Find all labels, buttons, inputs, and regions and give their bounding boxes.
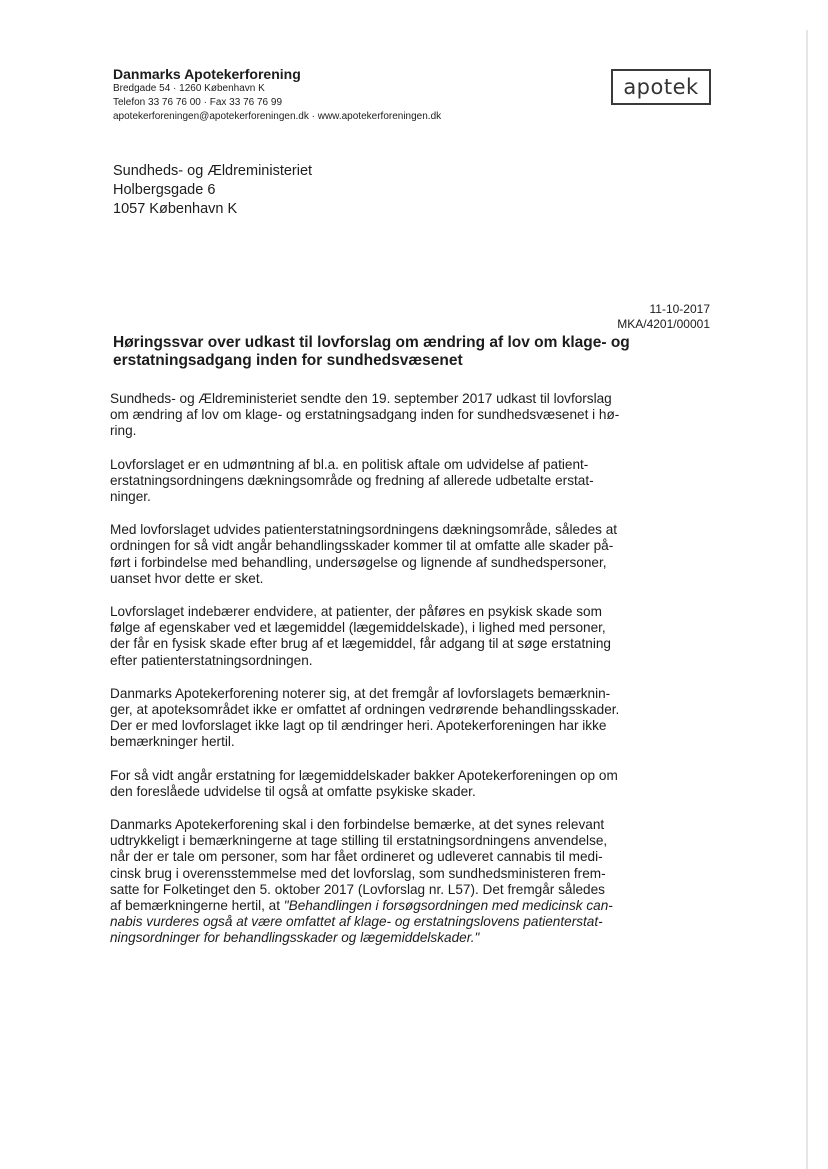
body-line: Danmarks Apotekerforening noterer sig, at det fremgår af lovforslagets bemærknin- (110, 685, 611, 701)
body-line: Danmarks Apotekerforening skal i den forbindelse bemærke, at det synes relevant (110, 817, 605, 833)
letter-meta (617, 302, 710, 332)
body-paragraph (110, 686, 710, 751)
quote-line: ningsordninger for behandlingsskader og lægemiddelskader." (110, 930, 480, 946)
subject-line: erstatningsadgang inden for sundhedsvæsenet (113, 352, 463, 369)
body-line: ger, at apoteksområdet ikke er omfattet af ordningen vedrørende behandlingsskader. (110, 702, 620, 718)
apotek-logo (611, 69, 711, 105)
body-line: udtrykkeligt i bemærkningerne at tage stilling til erstatningsordningens anvendelse, (110, 833, 608, 849)
body-line: ordningen for så vidt angår behandlingsskader kommer til at omfatte alle skader på- (110, 538, 614, 554)
sender-block (113, 66, 441, 124)
body-paragraph (110, 768, 710, 800)
body-line: uanset hvor dette er sket. (110, 570, 264, 586)
body-line: ført i forbindelse med behandling, undersøgelse og lignende af sundhedspersoner, (110, 554, 607, 570)
body-line: erstatningsordningens dækningsområde og fredning af allerede udbetalte erstat- (110, 472, 594, 488)
subject-line: Høringssvar over udkast til lovforslag om ændring af lov om klage- og (113, 334, 630, 351)
body-line: Sundheds- og Ældreministeriet sendte den 19. september 2017 udkast til lovforslag (110, 391, 612, 406)
body-paragraph (110, 604, 710, 669)
body-paragraph (110, 522, 710, 587)
quote-text: "Behandlingen i forsøgsordningen med medicinsk can- (283, 898, 613, 914)
letter-body (110, 391, 710, 964)
body-line: Med lovforslaget udvides patienterstatningsordningens dækningsområde, således at (110, 522, 618, 538)
body-line: satte for Folketinget den 5. oktober 2017 (Lovforslag nr. L57). Det fremgår således (110, 881, 605, 897)
body-line: For så vidt angår erstatning for lægemiddelskader bakker Apotekerforeningen op om (110, 767, 618, 783)
sender-phone: Telefon 33 76 76 00 · Fax 33 76 76 99 (113, 97, 283, 108)
body-line: den foreslåede udvidelse til også at omfatte psykiske skader. (110, 783, 476, 799)
quote-lead: af bemærkningerne hertil, at (110, 898, 284, 914)
body-line: Lovforslaget er en udmøntning af bl.a. en politisk aftale om udvidelse af patient- (110, 456, 589, 472)
page-edge-shadow (806, 30, 808, 1169)
body-line: følge af egenskaber ved et lægemiddel (lægemiddelskade), i lighed med personer, (110, 620, 606, 636)
letter-reference: MKA/4201/00001 (617, 317, 710, 331)
body-line-with-quote (110, 898, 710, 914)
body-line: cinsk brug i overensstemmelse med det lovforslag, som sundhedsministeren frem- (110, 865, 606, 881)
body-line: når der er tale om personer, som har fået ordineret og udleveret cannabis til medi- (110, 849, 603, 865)
letter-subject (113, 334, 713, 370)
body-paragraph (110, 817, 710, 947)
body-line: bemærkninger hertil. (110, 734, 235, 750)
body-line: Der er med lovforslaget ikke lagt op til ændringer heri. Apotekerforeningen har ikke (110, 718, 607, 734)
body-line: ninger. (110, 489, 151, 505)
body-line: der får en fysisk skade efter brug af et lægemiddel, får adgang til at søge erstatning (110, 636, 611, 652)
recipient-block (113, 162, 312, 219)
recipient-line: 1057 København K (113, 201, 238, 217)
body-line: Lovforslaget indebærer endvidere, at patienter, der påføres en psykisk skade som (110, 604, 602, 620)
logo-text: apotek (623, 75, 699, 99)
body-paragraph (110, 391, 710, 440)
body-line: om ændring af lov om klage- og erstatningsadgang inden for sundhedsvæsenet i hø- (110, 407, 620, 423)
sender-address: Bredgade 54 · 1260 København K (113, 83, 265, 94)
sender-contact: apotekerforeningen@apotekerforeningen.dk · www.apotekerforeningen.dk (113, 111, 442, 122)
body-line: ring. (110, 423, 137, 439)
sender-name: Danmarks Apotekerforening (113, 66, 301, 82)
recipient-line: Holbergsgade 6 (113, 182, 216, 198)
quote-line: nabis vurderes også at være omfattet af klage- og erstatningslovens patienterstat- (110, 914, 603, 930)
letter-date: 11-10-2017 (649, 302, 710, 316)
body-line: efter patienterstatningsordningen. (110, 652, 313, 668)
recipient-line: Sundheds- og Ældreministeriet (113, 163, 313, 179)
body-paragraph (110, 457, 710, 506)
